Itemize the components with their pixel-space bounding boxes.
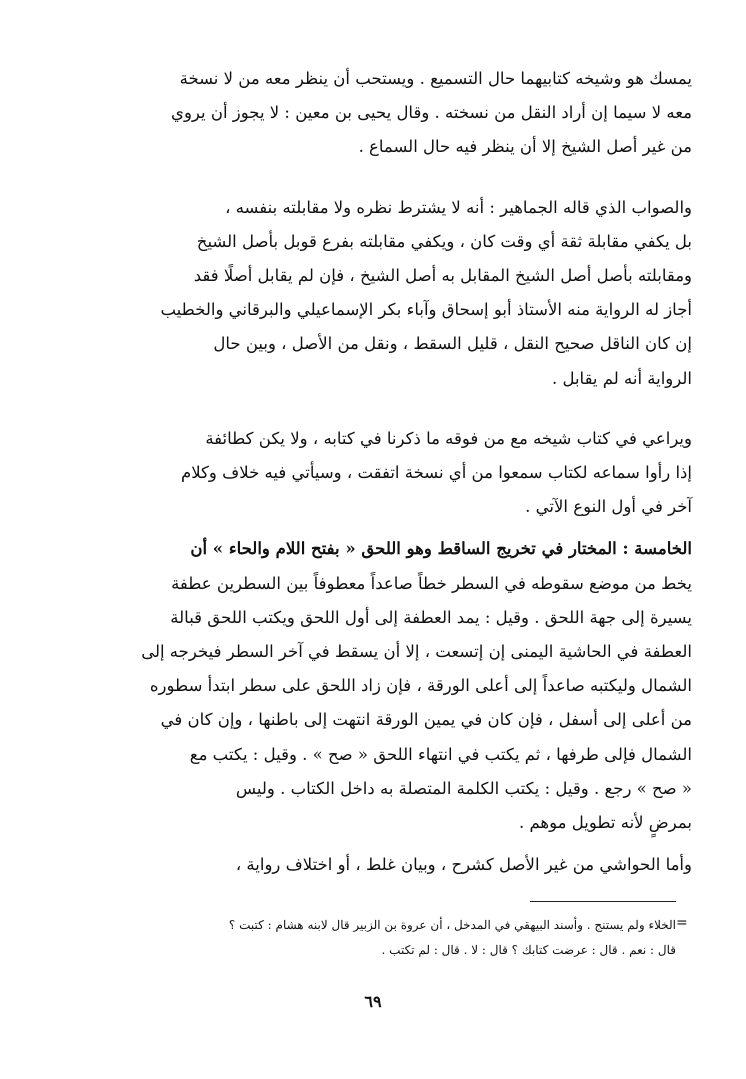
- text-line: إذا رأوا سماعه لكتاب سمعوا من أي نسخة اتفقت ، وسيأتي فيه خلاف وكلام: [181, 463, 692, 483]
- text-line: من أعلى إلى أسفل ، فإن كان في يمين الورقة انتهت إلى باطنها ، وإن كان في: [160, 710, 692, 730]
- main-text: [56, 62, 692, 882]
- paragraph-1: [56, 62, 692, 165]
- text-line: آخر في أول النوع الآتي .: [525, 497, 692, 517]
- footnote-divider: [530, 901, 676, 902]
- text-line: يخط من موضع سقوطه في السطر خطاً صاعداً معطوفاً بين السطرين عطفة: [171, 573, 692, 593]
- paragraph-5: [56, 848, 692, 882]
- text-line: ومقابلته بأصل أصل الشيخ المقابل به أصل الشيخ ، فإن لم يقابل أصلًا فقد: [193, 266, 692, 286]
- text-line: إن كان الناقل صحيح النقل ، قليل السقط ، ونقل من الأصل ، وبين حال: [213, 334, 692, 354]
- text-line: من غير أصل الشيخ إلا أن ينظر فيه حال السماع .: [358, 137, 692, 157]
- text-line: يمسك هو وشيخه كتابيهما حال التسميع . ويستحب أن ينظر معه من لا نسخة: [179, 69, 692, 88]
- paragraph-2: [56, 191, 692, 396]
- text-line: ويراعي في كتاب شيخه مع من فوقه ما ذكرنا في كتابه ، ولا يكن كطائفة: [205, 428, 692, 448]
- page-number: ٦٩: [364, 992, 382, 1011]
- footnote: [56, 913, 676, 963]
- text-line: العطفة في الحاشية اليمنى إن إتسعت ، إلا أن يسقط في آخر السطر فيخرجه إلى: [141, 642, 692, 662]
- footnote-line: الخلاء ولم يستنج . وأسند البيهقي في المدخل ، أن عروة بن الزبير قال لابنه هشام : كتبت ؟: [228, 918, 676, 932]
- text-line: الشمال وليكتبه صاعداً إلى أعلى الورقة ، فإن زاد اللحق على سطر ابتدأ سطوره: [149, 676, 692, 696]
- paragraph-4: [56, 532, 692, 840]
- text-line: والصواب الذي قاله الجماهير : أنه لا يشترط نظره ولا مقابلته بنفسه ،: [225, 197, 692, 217]
- footnote-line: قال : نعم . قال : عرضت كتابك ؟ قال : لا . قال : لم تكتب .: [381, 943, 676, 957]
- paragraph-3: [56, 422, 692, 525]
- text-line: يسيرة إلى جهة اللحق . وقيل : يمد العطفة إلى أول اللحق ويكتب اللحق قبالة: [170, 607, 692, 627]
- text-line: معه لا سيما إن أراد النقل من نسخته . وقال يحيى بن معين : لا يجوز أن يروي: [171, 103, 692, 123]
- text-line: بل يكفي مقابلة ثقة أي وقت كان ، ويكفي مقابلته بفرع قوبل بأصل الشيخ: [196, 231, 692, 251]
- text-line: وأما الحواشي من غير الأصل كشرح ، وبيان غلط ، أو اختلاف رواية ،: [235, 855, 692, 875]
- text-line: « صح » رجع . وقيل : يكتب الكلمة المتصلة به داخل الكتاب . وليس: [235, 778, 692, 798]
- section-heading-line: الخامسة : المختار في تخريج الساقط وهو اللحق « بفتح اللام والحاء » أن: [190, 539, 692, 559]
- text-line: الرواية أنه لم يقابل .: [551, 368, 692, 388]
- footnote-continuation-mark: =: [676, 915, 688, 931]
- text-line: بمرضٍ لأنه تطويل موهم .: [518, 813, 692, 833]
- text-line: الشمال فإلى طرفها ، ثم يكتب في انتهاء اللحق « صح » . وقيل : يكتب مع: [189, 744, 692, 764]
- text-line: أجاز له الرواية منه الأستاذ أبو إسحاق وآباء بكر الإسماعيلي والبرقاني والخطيب: [160, 300, 692, 320]
